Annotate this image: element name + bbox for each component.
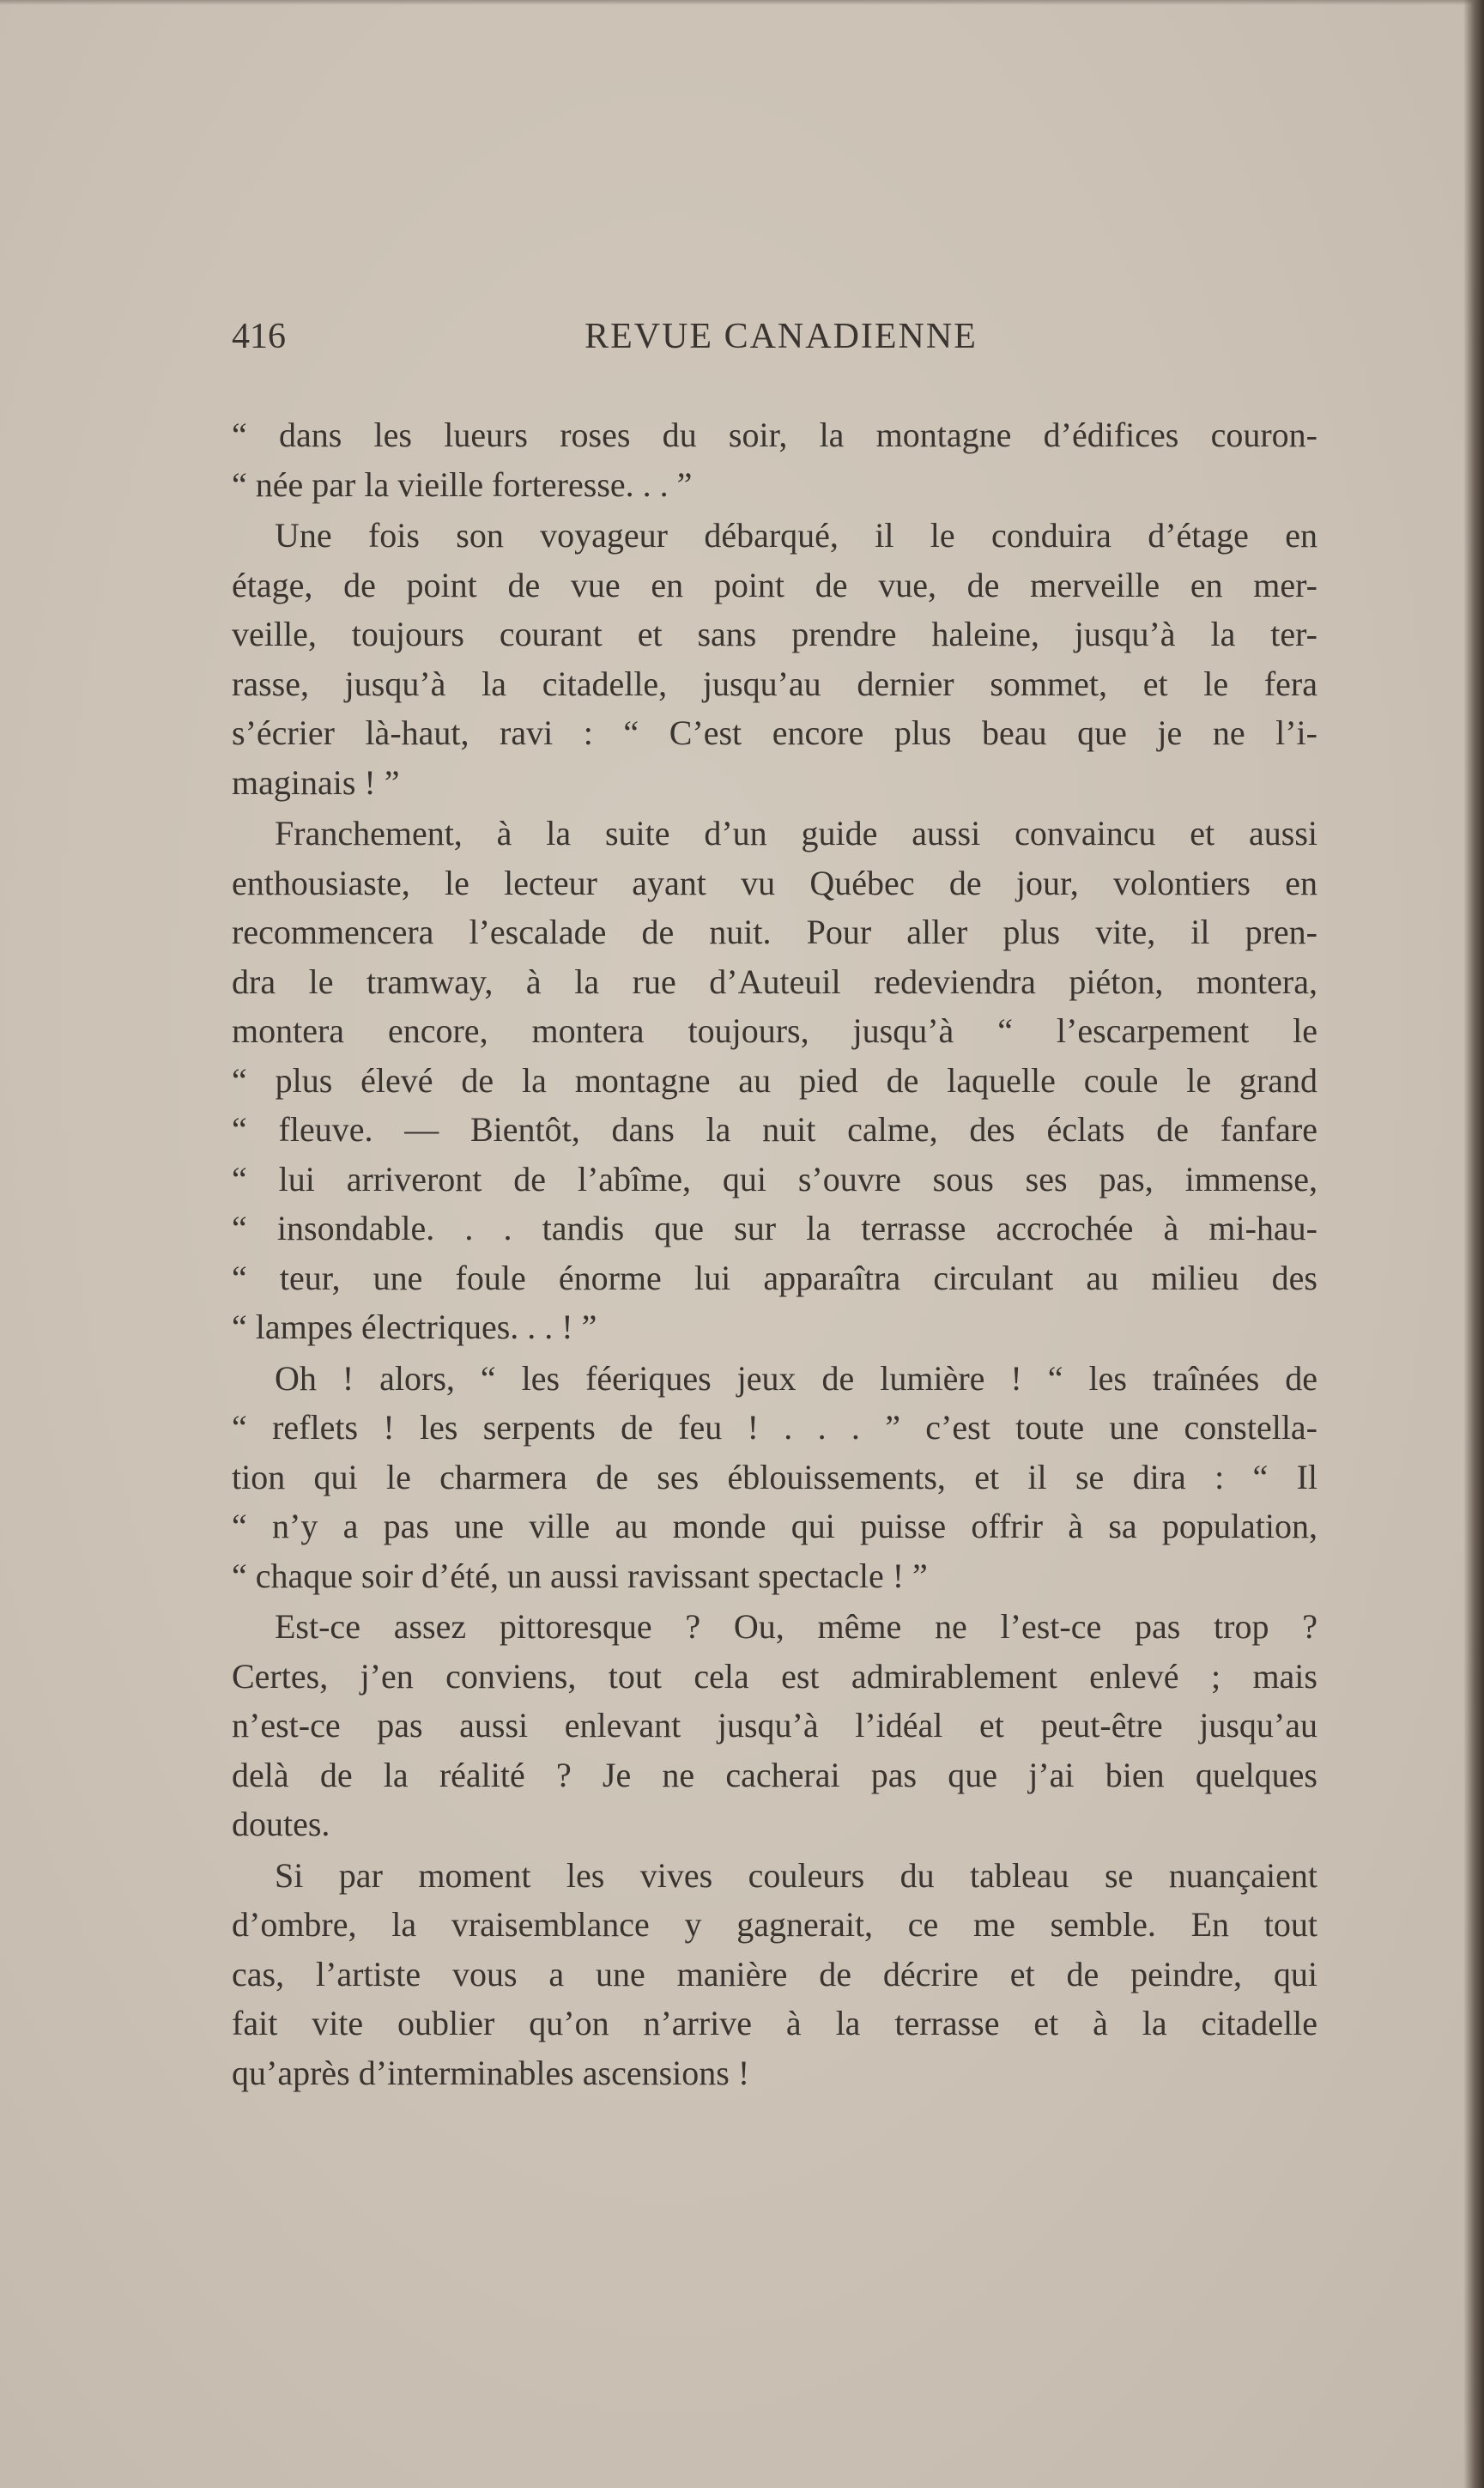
running-head bbox=[232, 316, 1317, 361]
text-line: “ lampes électriques. . . ! ” bbox=[232, 1308, 597, 1346]
text-line: Est-ce assez pittoresque ? Ou, même ne l’est-ce pas trop ? bbox=[275, 1607, 1317, 1646]
text-line: montera encore, montera toujours, jusqu’à “ l’escarpement le bbox=[232, 1011, 1317, 1050]
text-line: Si par moment les vives couleurs du tableau se nuançaient bbox=[275, 1855, 1317, 1895]
text-line: d’ombre, la vraisemblance y gagnerait, ce me semble. En tout bbox=[232, 1905, 1317, 1944]
journal-title: REVUE CANADIENNE bbox=[585, 317, 978, 356]
text-line: doutes. bbox=[232, 1805, 330, 1843]
text-line: “ dans les lueurs roses du soir, la montagne d’édifices couron- bbox=[232, 416, 1317, 454]
text-line: “ née par la vieille forteresse. . . ” bbox=[232, 464, 693, 504]
text-line: Oh ! alors, “ les féeriques jeux de lumière ! “ les traînées de bbox=[275, 1358, 1317, 1398]
text-line: “ teur, une foule énorme lui apparaîtra circulant au milieu des bbox=[232, 1258, 1317, 1297]
text-line: veille, toujours courant et sans prendre haleine, jusqu’à la ter- bbox=[232, 615, 1317, 653]
text-line: rasse, jusqu’à la citadelle, jusqu’au dernier sommet, et le fera bbox=[232, 664, 1317, 703]
text-line: “ fleuve. — Bientôt, dans la nuit calme, des éclats de fanfare bbox=[232, 1110, 1317, 1149]
text-line: “ n’y a pas une ville au monde qui puisse offrir à sa population, bbox=[232, 1507, 1317, 1545]
page-binding-edge bbox=[1463, 0, 1484, 2488]
text-line: tion qui le charmera de ses éblouissements, et il se dira : “ Il bbox=[232, 1457, 1317, 1496]
text-line: Franchement, à la suite d’un guide aussi convaincu et aussi bbox=[275, 814, 1317, 853]
text-line: “ lui arriveront de l’abîme, qui s’ouvre sous ses pas, immense, bbox=[232, 1159, 1317, 1198]
text-line: “ plus élevé de la montagne au pied de laquelle coule le grand bbox=[232, 1060, 1317, 1100]
text-line: dra le tramway, à la rue d’Auteuil redeviendra piéton, montera, bbox=[232, 962, 1317, 1001]
paragraph-4 bbox=[232, 1354, 1317, 1601]
page-number: 416 bbox=[232, 317, 286, 356]
paragraph-1 bbox=[232, 410, 1317, 509]
text-line: s’écrier là-haut, ravi : “ C’est encore plus beau que je ne l’i- bbox=[232, 713, 1317, 752]
paragraph-3 bbox=[232, 809, 1317, 1352]
paragraph-5 bbox=[232, 1602, 1317, 1849]
text-line: enthousiaste, le lecteur ayant vu Québec de jour, volontiers en bbox=[232, 863, 1317, 902]
body-text bbox=[232, 410, 1317, 2097]
text-line: “ reflets ! les serpents de feu ! . . . ” c’est toute une constella- bbox=[232, 1408, 1317, 1447]
text-line: n’est-ce pas aussi enlevant jusqu’à l’idéal et peut-être jusqu’au bbox=[232, 1706, 1317, 1745]
text-line: “ chaque soir d’été, un aussi ravissant spectacle ! ” bbox=[232, 1556, 928, 1595]
text-line: maginais ! ” bbox=[232, 762, 400, 802]
text-line: étage, de point de vue en point de vue, de merveille en mer- bbox=[232, 565, 1317, 604]
paragraph-2 bbox=[232, 511, 1317, 807]
text-line: fait vite oublier qu’on n’arrive à la terrasse et à la citadelle bbox=[232, 2004, 1317, 2042]
text-line: “ insondable. . . tandis que sur la terrasse accrochée à mi-hau- bbox=[232, 1209, 1317, 1247]
text-line: recommencera l’escalade de nuit. Pour aller plus vite, il pren- bbox=[232, 913, 1317, 951]
text-line: qu’après d’interminables ascensions ! bbox=[232, 2053, 750, 2092]
text-line: cas, l’artiste vous a une manière de décrire et de peindre, qui bbox=[232, 1954, 1317, 1993]
text-line: Une fois son voyageur débarqué, il le conduira d’étage en bbox=[275, 516, 1317, 555]
text-line: Certes, j’en conviens, tout cela est admirablement enlevé ; mais bbox=[232, 1656, 1317, 1696]
paragraph-6 bbox=[232, 1851, 1317, 2098]
page-top-edge-shadow bbox=[0, 0, 1484, 5]
text-line: delà de la réalité ? Je ne cacherai pas que j’ai bien quelques bbox=[232, 1755, 1317, 1794]
